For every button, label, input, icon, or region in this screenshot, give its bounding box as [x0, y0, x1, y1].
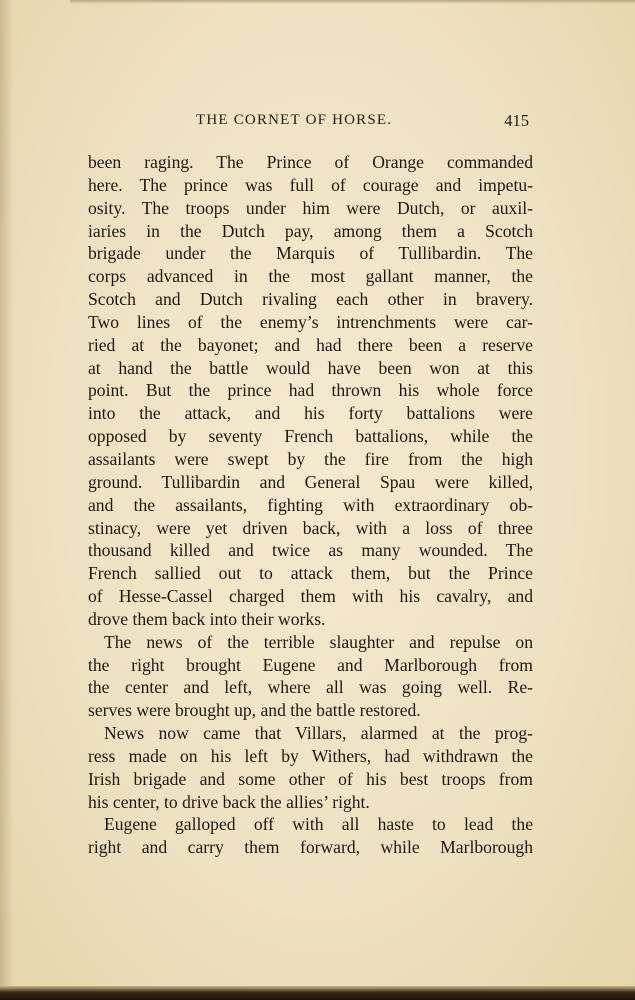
body-text	[88, 151, 533, 859]
text-line: osity. The troops under him were Dutch, or auxil-	[88, 197, 533, 218]
text-line: Two lines of the enemy’s intrenchments were car-	[88, 311, 533, 332]
text-line: the right brought Eugene and Marlborough from	[88, 654, 533, 675]
text-line: into the attack, and his forty battalions were	[88, 403, 533, 424]
text-line: right and carry them forward, while Marlborough	[88, 837, 533, 858]
text-line: thousand killed and twice as many wounded. The	[88, 540, 533, 561]
text-line: opposed by seventy French battalions, while the	[88, 426, 533, 447]
text-line: the center and left, where all was going well. Re-	[88, 677, 533, 698]
text-line: The news of the terrible slaughter and repulse on	[104, 631, 533, 652]
text-line: French sallied out to attack them, but the Prince	[88, 563, 533, 584]
text-line: stinacy, were yet driven back, with a loss of three	[88, 517, 533, 538]
text-line: News now came that Villars, alarmed at the prog-	[104, 723, 533, 744]
text-line: of Hesse-Cassel charged them with his cavalry, and	[88, 586, 533, 607]
text-line: drove them back into their works.	[88, 608, 326, 629]
text-line: ried at the bayonet; and had there been a reserve	[88, 334, 533, 355]
text-line: and the assailants, fighting with extraordinary ob-	[88, 494, 533, 515]
page-bottom-edge	[0, 986, 635, 1000]
text-line: iaries in the Dutch pay, among them a Scotch	[88, 220, 533, 241]
text-line: Eugene galloped off with all haste to lead the	[104, 814, 533, 835]
text-line: Irish brigade and some other of his best troops from	[88, 768, 533, 789]
text-line: ress made on his left by Withers, had withdrawn the	[88, 745, 533, 766]
page-header	[88, 112, 533, 134]
text-line: his center, to drive back the allies’ right.	[88, 791, 370, 812]
running-title: THE CORNET OF HORSE.	[196, 112, 393, 128]
text-line: serves were brought up, and the battle restored.	[88, 700, 421, 721]
text-line: Scotch and Dutch rivaling each other in bravery.	[88, 289, 533, 310]
text-line: at hand the battle would have been won at this	[88, 357, 533, 378]
text-line: here. The prince was full of courage and impetu-	[88, 174, 533, 195]
page-gutter-shadow	[0, 0, 14, 1000]
page-top-edge	[70, 0, 635, 4]
text-line: brigade under the Marquis of Tullibardin. The	[88, 243, 533, 264]
text-line: assailants were swept by the fire from the high	[88, 448, 533, 469]
text-line: been raging. The Prince of Orange commanded	[88, 152, 533, 172]
text-line: ground. Tullibardin and General Spau were killed,	[88, 471, 533, 492]
page-number: 415	[504, 111, 529, 130]
text-line: point. But the prince had thrown his whole force	[88, 380, 533, 401]
text-line: corps advanced in the most gallant manner, the	[88, 266, 533, 287]
